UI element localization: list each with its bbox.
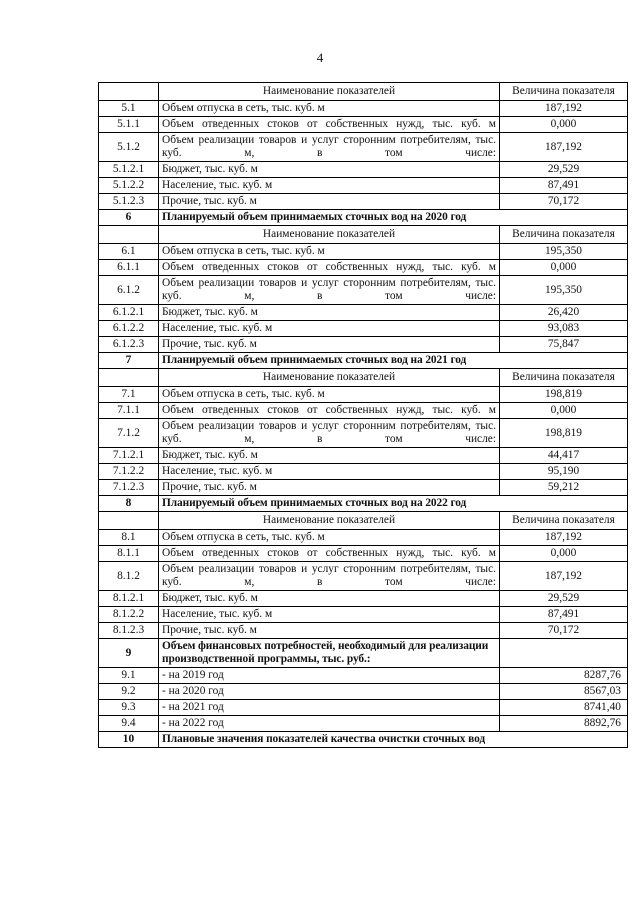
table-row bbox=[99, 464, 628, 480]
row-name: - на 2021 год bbox=[159, 700, 500, 716]
table-row bbox=[99, 276, 628, 305]
row-name: Прочие, тыс. куб. м bbox=[159, 337, 500, 353]
row-num: 8.1.2.1 bbox=[99, 591, 159, 607]
row-name: Объем реализации товаров и услуг сторонним потребителям, тыс. куб. м, в том числе: bbox=[159, 419, 500, 448]
row-num: 8.1.1 bbox=[99, 546, 159, 562]
table-row bbox=[99, 448, 628, 464]
row-num: 6.1.2.3 bbox=[99, 337, 159, 353]
row-num: 6.1.2 bbox=[99, 276, 159, 305]
row-value: 29,529 bbox=[500, 162, 628, 178]
table-header-row bbox=[99, 512, 628, 530]
section-empty-cell bbox=[500, 639, 628, 668]
header-name-cell: Наименование показателей bbox=[159, 226, 500, 244]
row-value: 87,491 bbox=[500, 607, 628, 623]
row-name: - на 2022 год bbox=[159, 716, 500, 732]
table-header-row bbox=[99, 83, 628, 101]
section-title: Объем финансовых потребностей, необходимый для реализации производственной программы, тыс. руб.: bbox=[159, 639, 500, 668]
row-num: 6.1.2.1 bbox=[99, 305, 159, 321]
section-title-row bbox=[99, 353, 628, 369]
row-value: 8567,03 bbox=[500, 684, 628, 700]
row-name: - на 2019 год bbox=[159, 668, 500, 684]
row-name: Бюджет, тыс. куб. м bbox=[159, 162, 500, 178]
table-header-row bbox=[99, 369, 628, 387]
table-row bbox=[99, 133, 628, 162]
row-num: 8.1.2.2 bbox=[99, 607, 159, 623]
row-name: Объем отпуска в сеть, тыс. куб. м bbox=[159, 101, 500, 117]
row-num: 5.1.2.1 bbox=[99, 162, 159, 178]
header-value-cell: Величина показателя bbox=[500, 512, 628, 530]
row-value: 59,212 bbox=[500, 480, 628, 496]
table-row bbox=[99, 178, 628, 194]
header-value-cell: Величина показателя bbox=[500, 369, 628, 387]
row-num: 7.1.2.3 bbox=[99, 480, 159, 496]
row-value: 0,000 bbox=[500, 117, 628, 133]
row-value: 75,847 bbox=[500, 337, 628, 353]
row-value: 198,819 bbox=[500, 387, 628, 403]
table-row bbox=[99, 337, 628, 353]
table-row bbox=[99, 419, 628, 448]
row-name: Объем отведенных стоков от собственных нужд, тыс. куб. м bbox=[159, 546, 500, 562]
indicators-table bbox=[98, 82, 628, 748]
header-value-cell: Величина показателя bbox=[500, 226, 628, 244]
section-num: 7 bbox=[99, 353, 159, 369]
row-value: 0,000 bbox=[500, 546, 628, 562]
row-value: 187,192 bbox=[500, 530, 628, 546]
row-value: 187,192 bbox=[500, 101, 628, 117]
row-name: Объем отпуска в сеть, тыс. куб. м bbox=[159, 387, 500, 403]
row-name: Бюджет, тыс. куб. м bbox=[159, 591, 500, 607]
row-value: 0,000 bbox=[500, 260, 628, 276]
table-row bbox=[99, 480, 628, 496]
row-num: 9.2 bbox=[99, 684, 159, 700]
row-name: - на 2020 год bbox=[159, 684, 500, 700]
table-row bbox=[99, 530, 628, 546]
row-name: Объем отпуска в сеть, тыс. куб. м bbox=[159, 530, 500, 546]
row-value: 95,190 bbox=[500, 464, 628, 480]
row-name: Объем отведенных стоков от собственных нужд, тыс. куб. м bbox=[159, 260, 500, 276]
row-value: 0,000 bbox=[500, 403, 628, 419]
row-num: 9.3 bbox=[99, 700, 159, 716]
section-title: Планируемый объем принимаемых сточных вод на 2022 год bbox=[159, 496, 628, 512]
table-row bbox=[99, 668, 628, 684]
table-row bbox=[99, 117, 628, 133]
row-name: Объем отведенных стоков от собственных нужд, тыс. куб. м bbox=[159, 117, 500, 133]
table-row bbox=[99, 591, 628, 607]
section-title: Плановые значения показателей качества очистки сточных вод bbox=[159, 732, 628, 748]
header-num-cell bbox=[99, 83, 159, 101]
row-name: Бюджет, тыс. куб. м bbox=[159, 448, 500, 464]
row-value: 70,172 bbox=[500, 194, 628, 210]
row-value: 195,350 bbox=[500, 276, 628, 305]
row-num: 5.1.2.2 bbox=[99, 178, 159, 194]
row-num: 8.1 bbox=[99, 530, 159, 546]
row-num: 6.1 bbox=[99, 244, 159, 260]
row-name: Бюджет, тыс. куб. м bbox=[159, 305, 500, 321]
row-num: 9.1 bbox=[99, 668, 159, 684]
section-title-row bbox=[99, 210, 628, 226]
row-num: 7.1.2 bbox=[99, 419, 159, 448]
row-value: 187,192 bbox=[500, 133, 628, 162]
row-value: 8741,40 bbox=[500, 700, 628, 716]
row-name: Население, тыс. куб. м bbox=[159, 178, 500, 194]
table-row bbox=[99, 562, 628, 591]
row-num: 5.1.1 bbox=[99, 117, 159, 133]
row-value: 29,529 bbox=[500, 591, 628, 607]
row-name: Население, тыс. куб. м bbox=[159, 321, 500, 337]
table-row bbox=[99, 607, 628, 623]
header-num-cell bbox=[99, 226, 159, 244]
table-row bbox=[99, 700, 628, 716]
header-name-cell: Наименование показателей bbox=[159, 83, 500, 101]
section-title: Планируемый объем принимаемых сточных вод на 2021 год bbox=[159, 353, 628, 369]
section-title-row bbox=[99, 496, 628, 512]
header-name-cell: Наименование показателей bbox=[159, 369, 500, 387]
section-title-row bbox=[99, 732, 628, 748]
row-num: 5.1.2 bbox=[99, 133, 159, 162]
row-num: 5.1.2.3 bbox=[99, 194, 159, 210]
row-value: 198,819 bbox=[500, 419, 628, 448]
row-name: Объем реализации товаров и услуг сторонним потребителям, тыс. куб. м, в том числе: bbox=[159, 133, 500, 162]
row-value: 44,417 bbox=[500, 448, 628, 464]
section-num: 9 bbox=[99, 639, 159, 668]
row-name: Прочие, тыс. куб. м bbox=[159, 480, 500, 496]
row-name: Объем реализации товаров и услуг сторонним потребителям, тыс. куб. м, в том числе: bbox=[159, 276, 500, 305]
header-name-cell: Наименование показателей bbox=[159, 512, 500, 530]
row-value: 8892,76 bbox=[500, 716, 628, 732]
row-num: 7.1.1 bbox=[99, 403, 159, 419]
header-num-cell bbox=[99, 512, 159, 530]
header-num-cell bbox=[99, 369, 159, 387]
row-num: 9.4 bbox=[99, 716, 159, 732]
row-num: 7.1 bbox=[99, 387, 159, 403]
table-row bbox=[99, 260, 628, 276]
row-name: Население, тыс. куб. м bbox=[159, 607, 500, 623]
row-name: Прочие, тыс. куб. м bbox=[159, 623, 500, 639]
row-name: Население, тыс. куб. м bbox=[159, 464, 500, 480]
table-row bbox=[99, 321, 628, 337]
table-row bbox=[99, 623, 628, 639]
row-value: 26,420 bbox=[500, 305, 628, 321]
row-num: 6.1.1 bbox=[99, 260, 159, 276]
section-num: 8 bbox=[99, 496, 159, 512]
table-row bbox=[99, 244, 628, 260]
table-row bbox=[99, 716, 628, 732]
table-row bbox=[99, 162, 628, 178]
row-name: Объем реализации товаров и услуг сторонним потребителям, тыс. куб. м, в том числе: bbox=[159, 562, 500, 591]
row-value: 187,192 bbox=[500, 562, 628, 591]
row-num: 6.1.2.2 bbox=[99, 321, 159, 337]
table-row bbox=[99, 546, 628, 562]
row-name: Объем отпуска в сеть, тыс. куб. м bbox=[159, 244, 500, 260]
section-title: Планируемый объем принимаемых сточных вод на 2020 год bbox=[159, 210, 628, 226]
row-value: 87,491 bbox=[500, 178, 628, 194]
section-num: 10 bbox=[99, 732, 159, 748]
table-row bbox=[99, 684, 628, 700]
table-row bbox=[99, 194, 628, 210]
table-row bbox=[99, 387, 628, 403]
table-row bbox=[99, 101, 628, 117]
row-value: 195,350 bbox=[500, 244, 628, 260]
header-value-cell: Величина показателя bbox=[500, 83, 628, 101]
section-title-row bbox=[99, 639, 628, 668]
row-name: Объем отведенных стоков от собственных нужд, тыс. куб. м bbox=[159, 403, 500, 419]
row-name: Прочие, тыс. куб. м bbox=[159, 194, 500, 210]
page-number: 4 bbox=[316, 50, 324, 65]
row-num: 8.1.2 bbox=[99, 562, 159, 591]
section-num: 6 bbox=[99, 210, 159, 226]
table-row bbox=[99, 403, 628, 419]
row-value: 70,172 bbox=[500, 623, 628, 639]
row-num: 7.1.2.2 bbox=[99, 464, 159, 480]
table-row bbox=[99, 305, 628, 321]
table-header-row bbox=[99, 226, 628, 244]
row-num: 7.1.2.1 bbox=[99, 448, 159, 464]
row-value: 8287,76 bbox=[500, 668, 628, 684]
row-num: 5.1 bbox=[99, 101, 159, 117]
row-value: 93,083 bbox=[500, 321, 628, 337]
row-num: 8.1.2.3 bbox=[99, 623, 159, 639]
